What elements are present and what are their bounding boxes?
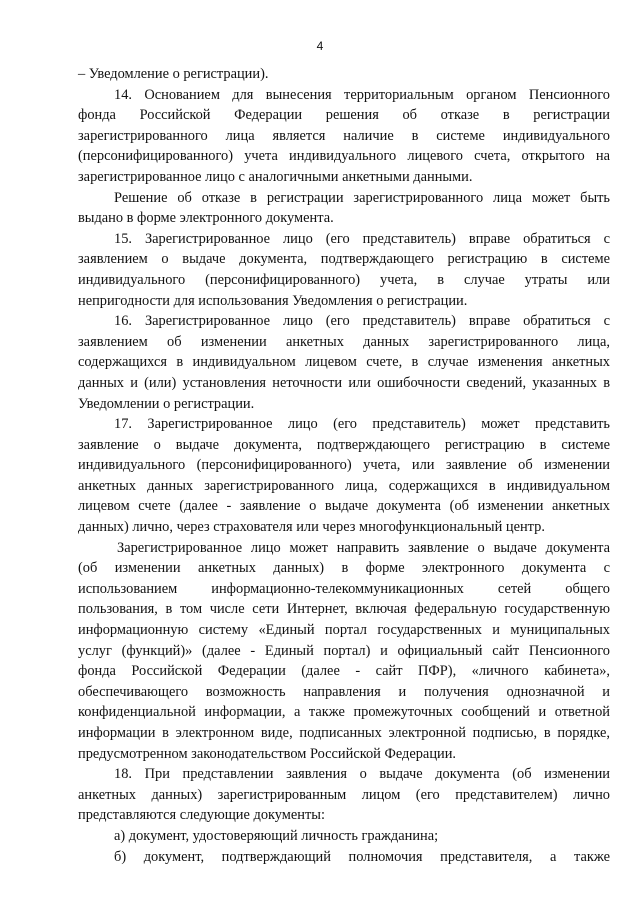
page-number: 4 [316,39,324,53]
text-line: непригодности для использования Уведомления о регистрации. [78,292,468,309]
text-line: 16. Зарегистрированное лицо (его представитель) вправе обратиться с [114,313,610,330]
text-line: услуг (функций)» (далее - Единый портал) и официальный сайт Пенсионного [78,642,610,659]
text-line: индивидуального (персонифицированного) учета, или заявление об изменении [78,457,610,474]
text-line: зарегистрированного лица является наличие в системе индивидуального [78,127,610,144]
document-body [78,64,610,867]
text-line: индивидуального (персонифицированного) учета, в случае утраты или [78,271,610,288]
text-line: (персонифицированного) учета индивидуального лицевого счета, открытого на [78,148,610,165]
text-line: данных и (или) установления неточности или ошибочности сведений, указанных в [78,374,610,391]
text-line: данных) лично, через страхователя или через многофункциональный центр. [78,519,545,536]
text-line: (об изменении анкетных данных) в форме электронного документа с [78,560,610,577]
text-line: выдано в форме электронного документа. [78,210,334,227]
text-line: зарегистрированное лицо с аналогичными анкетными данными. [78,168,473,185]
text-line: использованием информационно-телекоммуникационных сетей общего [78,580,610,597]
text-line: 17. Зарегистрированное лицо (его представитель) может представить [114,416,610,433]
text-line: заявление о выдаче документа, подтверждающего регистрацию в системе [78,436,610,453]
text-line: фонда Российской Федерации (далее - сайт ПФР), «личного кабинета», [78,663,610,680]
text-line: лицевом счете (далее - заявление о выдаче документа (об изменении анкетных [78,498,610,515]
text-line: содержащихся в индивидуальном лицевом счете, в случае изменения анкетных [78,354,610,371]
text-line: заявлением о выдаче документа, подтверждающего регистрацию в системе [78,251,610,268]
text-line: пользования, в том числе сети Интернет, включая федеральную государственную [78,601,610,618]
text-line: анкетных данных зарегистрированного лица, содержащихся в индивидуальном [78,477,610,494]
text-line: 18. При представлении заявления о выдаче документа (об изменении [114,766,610,783]
text-line: информационную систему «Единый портал государственных и муниципальных [78,622,610,639]
text-line: – Уведомление о регистрации). [78,66,269,82]
text-line: а) документ, удостоверяющий личность гражданина; [114,827,439,844]
text-line: информации в электронном виде, подписанных электронной подписью, в порядке, [78,725,610,741]
text-line: анкетных данных) зарегистрированным лицом (его представителем) лично [78,786,610,803]
text-line: фонда Российской Федерации решения об отказе в регистрации [78,107,610,124]
text-line: заявлением об изменении анкетных данных зарегистрированного лица, [78,333,610,350]
text-line: 14. Основанием для вынесения территориальным органом Пенсионного [114,86,610,103]
text-line: представляются следующие документы: [78,807,325,824]
text-line: 15. Зарегистрированное лицо (его представитель) вправе обратиться с [114,230,610,247]
text-line: обеспечивающего возможность направления и получения однозначной и [78,683,610,700]
text-line: предусмотренном законодательством Российской Федерации. [78,745,457,762]
text-line: б) документ, подтверждающий полномочия представителя, а также [114,848,610,865]
text-line: Уведомлении о регистрации. [78,395,255,412]
text-line: конфиденциальной информации, а также промежуточных сообщений и ответной [78,704,610,721]
text-line: Зарегистрированное лицо может направить заявление о выдаче документа [117,539,610,556]
text-line: Решение об отказе в регистрации зарегистрированного лица может быть [114,189,610,206]
